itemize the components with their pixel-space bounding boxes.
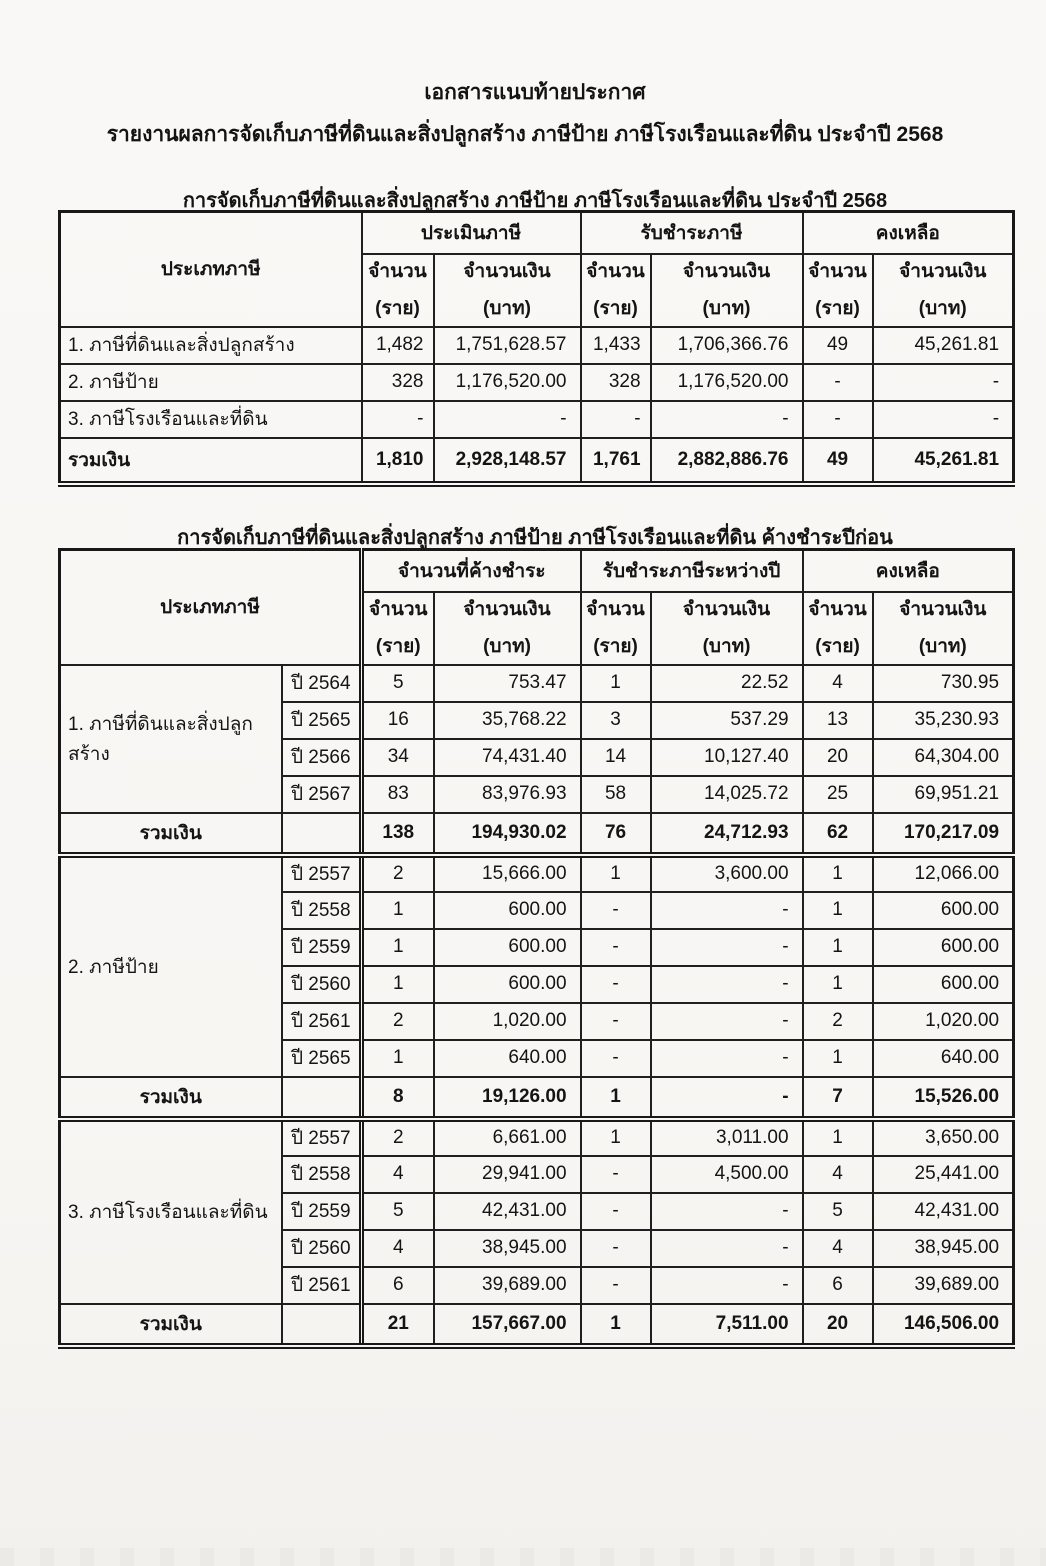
count-cell: 8 <box>362 1077 434 1119</box>
amount-cell: 1,176,520.00 <box>651 364 803 401</box>
total-row <box>60 1304 1014 1346</box>
amount-cell: 600.00 <box>873 929 1014 966</box>
count-cell: - <box>581 1230 651 1267</box>
count-cell: 3 <box>581 702 651 739</box>
amount-cell: 42,431.00 <box>434 1193 581 1230</box>
amount-cell: - <box>651 966 803 1003</box>
tax-type-label: 1. ภาษีที่ดินและสิ่งปลูกสร้าง <box>60 665 282 813</box>
year-label: ปี 2557 <box>282 855 362 892</box>
count-cell: 5 <box>803 1193 873 1230</box>
count-cell: 1 <box>803 855 873 892</box>
amount-column-header <box>434 592 581 665</box>
year-label: ปี 2561 <box>282 1003 362 1040</box>
count-cell: 34 <box>362 739 434 776</box>
count-cell: 1,810 <box>362 438 434 484</box>
total-row <box>60 1077 1014 1119</box>
count-cell: 1 <box>803 892 873 929</box>
count-cell: 49 <box>803 327 873 364</box>
amount-unit-line: (บาท) <box>702 635 751 657</box>
amount-cell: 22.52 <box>651 665 803 702</box>
amount-header-line: จำนวนเงิน <box>463 260 551 282</box>
amount-cell: 4,500.00 <box>651 1156 803 1193</box>
count-cell: 7 <box>803 1077 873 1119</box>
amount-cell: - <box>651 1267 803 1304</box>
amount-cell: 1,176,520.00 <box>434 364 581 401</box>
count-header-line: จำนวน <box>368 260 427 282</box>
scan-edge-artifact <box>0 1548 1046 1566</box>
count-cell: - <box>581 1156 651 1193</box>
amount-unit-line: (บาท) <box>483 635 531 657</box>
count-cell: - <box>581 966 651 1003</box>
amount-cell: 146,506.00 <box>873 1304 1014 1346</box>
count-unit-line: (ราย) <box>593 297 638 319</box>
count-cell: 6 <box>362 1267 434 1304</box>
amount-cell: 7,511.00 <box>651 1304 803 1346</box>
count-unit-line: (ราย) <box>593 635 638 657</box>
count-cell: 1 <box>803 966 873 1003</box>
year-label: ปี 2565 <box>282 702 362 739</box>
count-cell: 2 <box>362 1003 434 1040</box>
count-cell: 4 <box>803 665 873 702</box>
count-cell: 58 <box>581 776 651 813</box>
year-label: ปี 2567 <box>282 776 362 813</box>
count-cell: - <box>581 401 651 438</box>
amount-column-header <box>434 254 581 327</box>
header-group-row <box>60 212 1014 254</box>
count-cell: - <box>581 892 651 929</box>
count-cell: - <box>581 929 651 966</box>
count-unit-line: (ราย) <box>815 297 860 319</box>
count-cell: 1,482 <box>362 327 434 364</box>
count-cell: - <box>803 401 873 438</box>
count-cell: 13 <box>803 702 873 739</box>
count-cell: 1 <box>581 665 651 702</box>
count-header-line: จำนวน <box>808 260 867 282</box>
amount-cell: 45,261.81 <box>873 438 1014 484</box>
count-cell: 1 <box>803 929 873 966</box>
total-row <box>60 813 1014 855</box>
empty-year-cell <box>282 1304 362 1346</box>
amount-cell: 15,666.00 <box>434 855 581 892</box>
count-cell: - <box>581 1267 651 1304</box>
count-header-line: จำนวน <box>369 598 428 620</box>
tax-type-column-header: ประเภทภาษี <box>60 212 362 327</box>
tax-type-label: 2. ภาษีป้าย <box>60 855 282 1077</box>
amount-cell: 640.00 <box>873 1040 1014 1077</box>
amount-column-header <box>873 254 1014 327</box>
amount-cell: 1,706,366.76 <box>651 327 803 364</box>
total-label: รวมเงิน <box>60 438 362 484</box>
count-cell: 76 <box>581 813 651 855</box>
amount-cell: 10,127.40 <box>651 739 803 776</box>
count-cell: 2 <box>803 1003 873 1040</box>
total-row <box>60 438 1014 484</box>
count-cell: 5 <box>362 1193 434 1230</box>
count-cell: 328 <box>362 364 434 401</box>
amount-cell: 3,650.00 <box>873 1119 1014 1156</box>
count-cell: 4 <box>803 1156 873 1193</box>
amount-cell: 12,066.00 <box>873 855 1014 892</box>
count-unit-line: (ราย) <box>815 635 860 657</box>
column-group-header: รับชำระภาษีระหว่างปี <box>581 550 803 592</box>
year-label: ปี 2558 <box>282 892 362 929</box>
table-row <box>60 327 1014 364</box>
amount-cell: 29,941.00 <box>434 1156 581 1193</box>
tax-arrears-table <box>58 548 1015 1349</box>
year-label: ปี 2566 <box>282 739 362 776</box>
year-label: ปี 2564 <box>282 665 362 702</box>
amount-cell: 3,600.00 <box>651 855 803 892</box>
count-cell: 1,433 <box>581 327 651 364</box>
amount-cell: - <box>651 929 803 966</box>
amount-cell: 753.47 <box>434 665 581 702</box>
amount-cell: 600.00 <box>873 892 1014 929</box>
year-label: ปี 2559 <box>282 929 362 966</box>
amount-header-line: จำนวนเงิน <box>682 260 771 282</box>
amount-cell: 42,431.00 <box>873 1193 1014 1230</box>
amount-cell: - <box>651 1003 803 1040</box>
amount-unit-line: (บาท) <box>702 297 751 319</box>
count-cell: 4 <box>362 1230 434 1267</box>
count-column-header <box>362 254 434 327</box>
count-cell: 62 <box>803 813 873 855</box>
amount-cell: 2,928,148.57 <box>434 438 581 484</box>
amount-unit-line: (บาท) <box>918 297 967 319</box>
count-cell: - <box>581 1040 651 1077</box>
column-group-header: รับชำระภาษี <box>581 212 803 254</box>
count-cell: 20 <box>803 1304 873 1346</box>
tax-type-label: 3. ภาษีโรงเรือนและที่ดิน <box>60 401 362 438</box>
amount-cell: 730.95 <box>873 665 1014 702</box>
total-label: รวมเงิน <box>60 1304 282 1346</box>
tax-type-column-header: ประเภทภาษี <box>60 550 362 665</box>
amount-header-line: จำนวนเงิน <box>682 598 771 620</box>
amount-cell: 157,667.00 <box>434 1304 581 1346</box>
count-unit-line: (ราย) <box>375 635 421 657</box>
amount-cell: 2,882,886.76 <box>651 438 803 484</box>
count-cell: 2 <box>362 1119 434 1156</box>
amount-cell: 38,945.00 <box>873 1230 1014 1267</box>
count-cell: 14 <box>581 739 651 776</box>
amount-cell: 3,011.00 <box>651 1119 803 1156</box>
table-row <box>60 1119 1014 1156</box>
amount-column-header <box>873 592 1014 665</box>
table-row <box>60 401 1014 438</box>
count-column-header <box>362 592 434 665</box>
count-cell: 16 <box>362 702 434 739</box>
amount-header-line: จำนวนเงิน <box>463 598 551 620</box>
amount-cell: 39,689.00 <box>434 1267 581 1304</box>
amount-cell: 35,230.93 <box>873 702 1014 739</box>
count-cell: 4 <box>362 1156 434 1193</box>
count-unit-line: (ราย) <box>375 297 420 319</box>
year-label: ปี 2560 <box>282 1230 362 1267</box>
amount-unit-line: (บาท) <box>918 635 967 657</box>
count-cell: 20 <box>803 739 873 776</box>
total-label: รวมเงิน <box>60 813 282 855</box>
column-group-header: จำนวนที่ค้างชำระ <box>362 550 581 592</box>
amount-cell: 39,689.00 <box>873 1267 1014 1304</box>
amount-cell: - <box>651 1230 803 1267</box>
count-cell: 1 <box>362 929 434 966</box>
amount-column-header <box>651 592 803 665</box>
amount-cell: - <box>651 892 803 929</box>
amount-header-line: จำนวนเงิน <box>899 260 987 282</box>
amount-cell: - <box>651 1077 803 1119</box>
amount-cell: 1,020.00 <box>434 1003 581 1040</box>
count-cell: 1 <box>581 1304 651 1346</box>
amount-cell: 14,025.72 <box>651 776 803 813</box>
count-column-header <box>581 592 651 665</box>
column-group-header: คงเหลือ <box>803 212 1014 254</box>
table-row <box>60 665 1014 702</box>
count-cell: 2 <box>362 855 434 892</box>
count-cell: 1 <box>581 1077 651 1119</box>
year-label: ปี 2557 <box>282 1119 362 1156</box>
amount-cell: - <box>651 401 803 438</box>
count-header-line: จำนวน <box>586 598 645 620</box>
count-cell: 328 <box>581 364 651 401</box>
amount-cell: 19,126.00 <box>434 1077 581 1119</box>
count-cell: 1 <box>803 1119 873 1156</box>
table2-caption: การจัดเก็บภาษีที่ดินและสิ่งปลูกสร้าง ภาษีป้าย ภาษีโรงเรือนและที่ดิน ค้างชำระปีก่อน <box>177 527 893 549</box>
count-cell: 83 <box>362 776 434 813</box>
document-title: เอกสารแนบท้ายประกาศ <box>424 81 646 104</box>
tax-type-label: 1. ภาษีที่ดินและสิ่งปลูกสร้าง <box>60 327 362 364</box>
count-cell: 1 <box>362 892 434 929</box>
empty-year-cell <box>282 813 362 855</box>
amount-cell: - <box>434 401 581 438</box>
amount-cell: - <box>873 401 1014 438</box>
column-group-header: คงเหลือ <box>803 550 1014 592</box>
count-cell: 4 <box>803 1230 873 1267</box>
year-label: ปี 2559 <box>282 1193 362 1230</box>
amount-cell: 600.00 <box>434 929 581 966</box>
amount-cell: 600.00 <box>873 966 1014 1003</box>
tax-collection-summary-table <box>58 210 1015 487</box>
amount-cell: 6,661.00 <box>434 1119 581 1156</box>
amount-cell: 194,930.02 <box>434 813 581 855</box>
amount-cell: - <box>651 1193 803 1230</box>
count-cell: - <box>362 401 434 438</box>
header-group-row <box>60 550 1014 592</box>
total-label: รวมเงิน <box>60 1077 282 1119</box>
amount-cell: 45,261.81 <box>873 327 1014 364</box>
count-header-line: จำนวน <box>586 260 645 282</box>
amount-cell: 35,768.22 <box>434 702 581 739</box>
count-cell: 1,761 <box>581 438 651 484</box>
tax-type-label: 3. ภาษีโรงเรือนและที่ดิน <box>60 1119 282 1304</box>
count-cell: 21 <box>362 1304 434 1346</box>
count-column-header <box>803 254 873 327</box>
count-cell: 1 <box>581 1119 651 1156</box>
amount-cell: 15,526.00 <box>873 1077 1014 1119</box>
count-cell: 6 <box>803 1267 873 1304</box>
count-cell: 1 <box>581 855 651 892</box>
count-column-header <box>803 592 873 665</box>
column-group-header: ประเมินภาษี <box>362 212 581 254</box>
document-subtitle: รายงานผลการจัดเก็บภาษีที่ดินและสิ่งปลูกสร้าง ภาษีป้าย ภาษีโรงเรือนและที่ดิน ประจำปี 2568 <box>106 123 944 146</box>
count-cell: 1 <box>803 1040 873 1077</box>
count-cell: 49 <box>803 438 873 484</box>
amount-cell: 600.00 <box>434 966 581 1003</box>
count-cell: 5 <box>362 665 434 702</box>
count-cell: - <box>581 1193 651 1230</box>
count-cell: - <box>581 1003 651 1040</box>
amount-cell: 24,712.93 <box>651 813 803 855</box>
amount-cell: 537.29 <box>651 702 803 739</box>
amount-cell: - <box>873 364 1014 401</box>
count-cell: - <box>803 364 873 401</box>
amount-cell: 1,020.00 <box>873 1003 1014 1040</box>
amount-unit-line: (บาท) <box>483 297 531 319</box>
amount-cell: - <box>651 1040 803 1077</box>
amount-cell: 600.00 <box>434 892 581 929</box>
year-label: ปี 2561 <box>282 1267 362 1304</box>
table1-caption: การจัดเก็บภาษีที่ดินและสิ่งปลูกสร้าง ภาษีป้าย ภาษีโรงเรือนและที่ดิน ประจำปี 2568 <box>182 190 888 212</box>
count-cell: 1 <box>362 966 434 1003</box>
year-label: ปี 2560 <box>282 966 362 1003</box>
table-row <box>60 364 1014 401</box>
amount-cell: 74,431.40 <box>434 739 581 776</box>
amount-cell: 1,751,628.57 <box>434 327 581 364</box>
amount-cell: 69,951.21 <box>873 776 1014 813</box>
count-cell: 1 <box>362 1040 434 1077</box>
amount-cell: 38,945.00 <box>434 1230 581 1267</box>
amount-cell: 83,976.93 <box>434 776 581 813</box>
tax-type-label: 2. ภาษีป้าย <box>60 364 362 401</box>
amount-cell: 170,217.09 <box>873 813 1014 855</box>
amount-column-header <box>651 254 803 327</box>
amount-cell: 64,304.00 <box>873 739 1014 776</box>
year-label: ปี 2565 <box>282 1040 362 1077</box>
table-row <box>60 855 1014 892</box>
count-cell: 138 <box>362 813 434 855</box>
amount-cell: 640.00 <box>434 1040 581 1077</box>
count-cell: 25 <box>803 776 873 813</box>
year-label: ปี 2558 <box>282 1156 362 1193</box>
empty-year-cell <box>282 1077 362 1119</box>
amount-header-line: จำนวนเงิน <box>899 598 987 620</box>
count-header-line: จำนวน <box>808 598 867 620</box>
amount-cell: 25,441.00 <box>873 1156 1014 1193</box>
count-column-header <box>581 254 651 327</box>
